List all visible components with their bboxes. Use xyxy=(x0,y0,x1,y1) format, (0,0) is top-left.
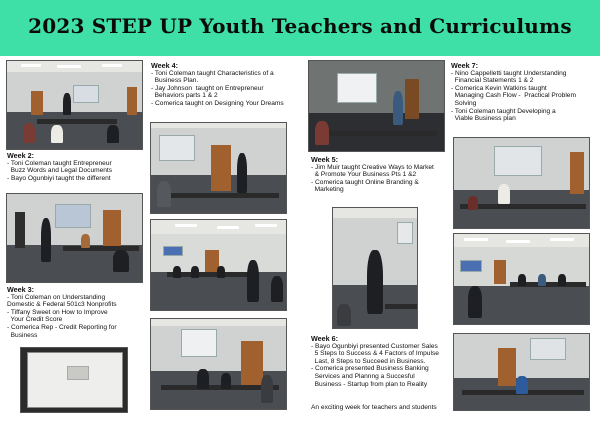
photo-week5-presentation xyxy=(308,60,445,152)
week3-line: - Toni Coleman on Understanding xyxy=(7,293,106,301)
title-banner xyxy=(0,0,600,56)
photo-week3-presentation xyxy=(20,347,128,413)
photo-week7-laptop xyxy=(453,333,590,411)
photo-week4-laptops xyxy=(150,318,287,410)
week5-line: & Promote Your Business Pts 1 &2 xyxy=(311,171,417,179)
week2-line: - Toni Coleman taught Entrepreneur xyxy=(7,159,112,167)
photo-week2-classroom xyxy=(6,193,143,283)
week5-line: - Comerica taught Online Branding & xyxy=(311,178,419,186)
photo-week1-classroom xyxy=(6,60,143,150)
week3-line: Your Credit Score xyxy=(7,316,63,324)
week2-text xyxy=(7,152,147,182)
week7-line: - Nino Cappelletti taught Understanding xyxy=(451,69,567,77)
week5-text xyxy=(311,156,451,194)
week7-line: Financial Statements 1 & 2 xyxy=(451,77,534,85)
week6-line: - Comerica presented Business Banking xyxy=(311,365,429,373)
week5-line: Marketing xyxy=(311,186,344,194)
week4-line: - Jay Johnson taught on Entrepreneur xyxy=(151,84,264,92)
week4-line: Business Plan. xyxy=(151,77,199,85)
week5-line: - Jim Muir taught Creative Ways to Market xyxy=(311,163,434,171)
week7-text xyxy=(451,62,599,123)
week2-line: - Bayo Ogunbiyi taught the different xyxy=(7,174,111,182)
week4-line: - Comerica taught on Designing Your Dreams xyxy=(151,99,284,107)
week3-line: Domestic & Federal 501c3 Nonprofits xyxy=(7,301,117,309)
week6-line: Services and Plannng a Succesful xyxy=(311,372,415,380)
week7-label: Week 7: xyxy=(451,61,479,70)
photo-week7-group xyxy=(453,233,590,325)
week3-line: Business xyxy=(7,331,38,339)
week4-line: - Toni Coleman taught Characteristics of a xyxy=(151,69,274,77)
week4-text xyxy=(151,62,307,108)
week3-text xyxy=(7,286,149,339)
week7-line: Managing Cash Flow - Practical Problem xyxy=(451,92,576,100)
week3-line: - Tiffany Sweet on How to Improve xyxy=(7,308,108,316)
week4-line: Behaviors parts 1 & 2 xyxy=(151,92,218,100)
week4-label: Week 4: xyxy=(151,61,179,70)
week6-line: Last, 8 Steps to Succeed in Business. xyxy=(311,357,426,365)
photo-week6-speaker xyxy=(332,207,418,329)
week2-label: Week 2: xyxy=(7,151,35,160)
week6-label: Week 6: xyxy=(311,334,339,343)
week2-line: Buzz Words and Legal Documents xyxy=(7,167,113,175)
page-title: 2023 STEP UP Youth Teachers and Curriculums xyxy=(28,14,572,38)
week7-line: - Toni Coleman taught Developing a xyxy=(451,107,556,115)
photo-week7-finance xyxy=(453,137,590,229)
week6-text xyxy=(311,335,461,388)
week3-line: - Comerica Rep - Credit Reporting for xyxy=(7,323,117,331)
footer-caption: An exciting week for teachers and students xyxy=(311,404,437,411)
photo-week4-speaker xyxy=(150,122,287,214)
photo-week4-students xyxy=(150,219,287,311)
week7-line: Viable Business plan xyxy=(451,115,516,123)
week7-line: Solving xyxy=(451,99,477,107)
week5-label: Week 5: xyxy=(311,155,339,164)
week6-line: 5 Steps to Success & 4 Factors of Impulse xyxy=(311,350,439,358)
week6-line: - Bayo Ogunbiyi presented Customer Sales xyxy=(311,342,438,350)
week6-line: Business - Startup from plan to Reality xyxy=(311,380,428,388)
week7-line: - Comerica Kevin Watkins taught xyxy=(451,84,547,92)
week3-label: Week 3: xyxy=(7,285,35,294)
